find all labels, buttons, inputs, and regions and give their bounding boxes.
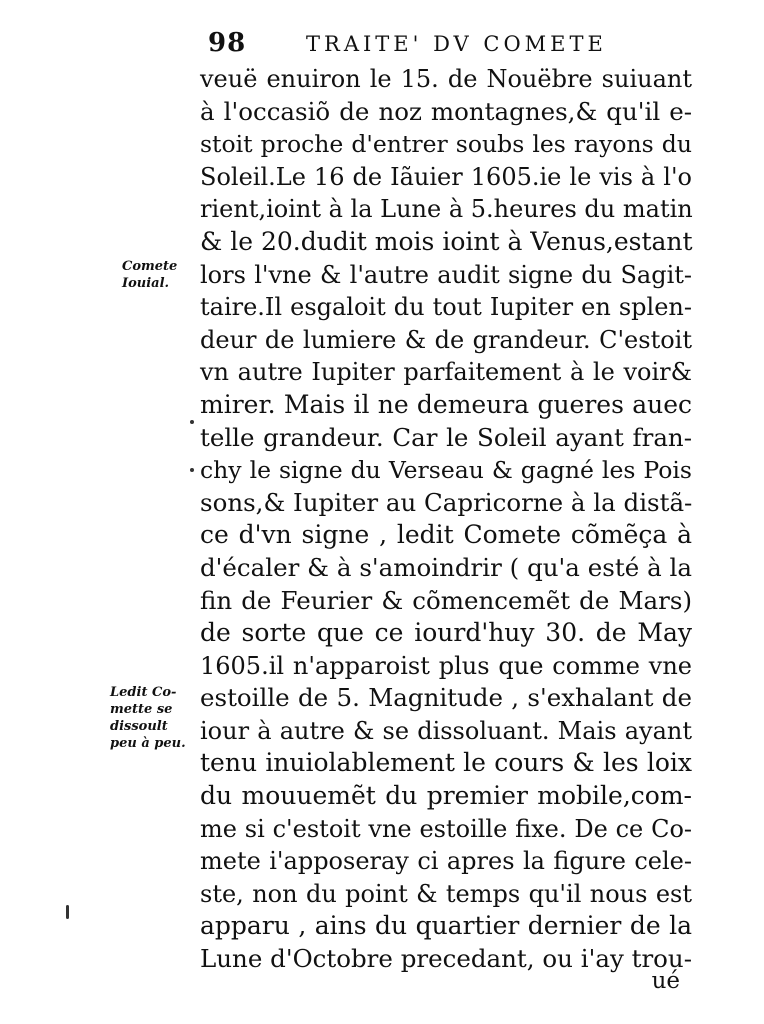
body-text xyxy=(200,63,692,976)
ink-speck xyxy=(190,468,194,472)
text-line: lors l'vne & l'autre audit signe du Sagit- xyxy=(200,260,692,289)
margin-note-line: dissoult xyxy=(110,719,168,734)
text-line: ste, non du point & temps qu'il nous est xyxy=(200,879,692,908)
ink-speck xyxy=(190,420,194,424)
text-line: deur de lumiere & de grandeur. C'estoit xyxy=(200,325,692,354)
text-line: estoille de 5. Magnitude , s'exhalant de xyxy=(200,683,692,713)
text-line: d'écaler & à s'amoindrir ( qu'a esté à la xyxy=(200,552,692,582)
text-line: 1605.il n'apparoist plus que comme vne xyxy=(200,651,692,680)
margin-note-line: mette se xyxy=(110,702,173,717)
text-line: sons,& Iupiter au Capricorne à la distã- xyxy=(200,487,693,517)
text-line: ce d'vn signe , ledit Comete cõmẽça à xyxy=(200,520,692,550)
text-line: veuë enuiron le 15. de Nouëbre suiuant xyxy=(200,65,692,93)
text-line: à l'occasiõ de noz montagnes,& qu'il e- xyxy=(200,96,692,126)
margin-note-comete-iouial xyxy=(122,258,212,292)
text-line: apparu , ains du quartier dernier de la xyxy=(200,911,692,941)
page-number: 98 xyxy=(208,28,247,58)
text-line: vn autre Iupiter parfaitement à le voir& xyxy=(200,358,692,387)
margin-note-line: peu à peu. xyxy=(110,736,186,751)
running-title: TRAITE' DV COMETE xyxy=(306,32,607,56)
margin-note-line: Iouial. xyxy=(122,276,170,291)
text-line: stoit proche d'entrer soubs les rayons du xyxy=(200,130,692,159)
text-line: fin de Feurier & cõmencemẽt de Mars) xyxy=(200,585,692,615)
text-line: tenu inuiolablement le cours & les loix xyxy=(200,748,692,778)
text-line: & le 20.dudit mois ioint à Venus,estant xyxy=(200,226,693,256)
text-line: de sorte que ce iourd'huy 30. de May xyxy=(200,618,692,648)
margin-note-comete-dissoult xyxy=(110,684,200,752)
margin-note-line: Ledit Co- xyxy=(110,685,177,700)
text-line: du mouuemẽt du premier mobile,com- xyxy=(200,781,692,811)
text-line: chy le signe du Verseau & gagné les Pois xyxy=(200,456,692,485)
text-line: mirer. Mais il ne demeura gueres auec xyxy=(200,389,692,419)
text-line: mete i'apposeray ci apres la figure cele- xyxy=(200,847,692,876)
margin-note-line: Comete xyxy=(122,259,178,274)
text-line: iour à autre & se dissoluant. Mais ayant xyxy=(200,716,692,745)
catchword: ué xyxy=(651,968,680,994)
text-line: Soleil.Le 16 de Iãuier 1605.ie le vis à l'o xyxy=(200,162,692,191)
ink-speck xyxy=(66,905,69,919)
text-line: taire.Il esgaloit du tout Iupiter en splen- xyxy=(200,293,692,322)
text-line: telle grandeur. Car le Soleil ayant fran- xyxy=(200,422,692,452)
text-line: Lune d'Octobre precedant, ou i'ay trou- xyxy=(200,944,692,974)
text-line: me si c'estoit vne estoille fixe. De ce Co- xyxy=(200,814,692,843)
text-line: rient,ioint à la Lune à 5.heures du matin xyxy=(200,195,693,224)
page-header xyxy=(208,28,688,64)
